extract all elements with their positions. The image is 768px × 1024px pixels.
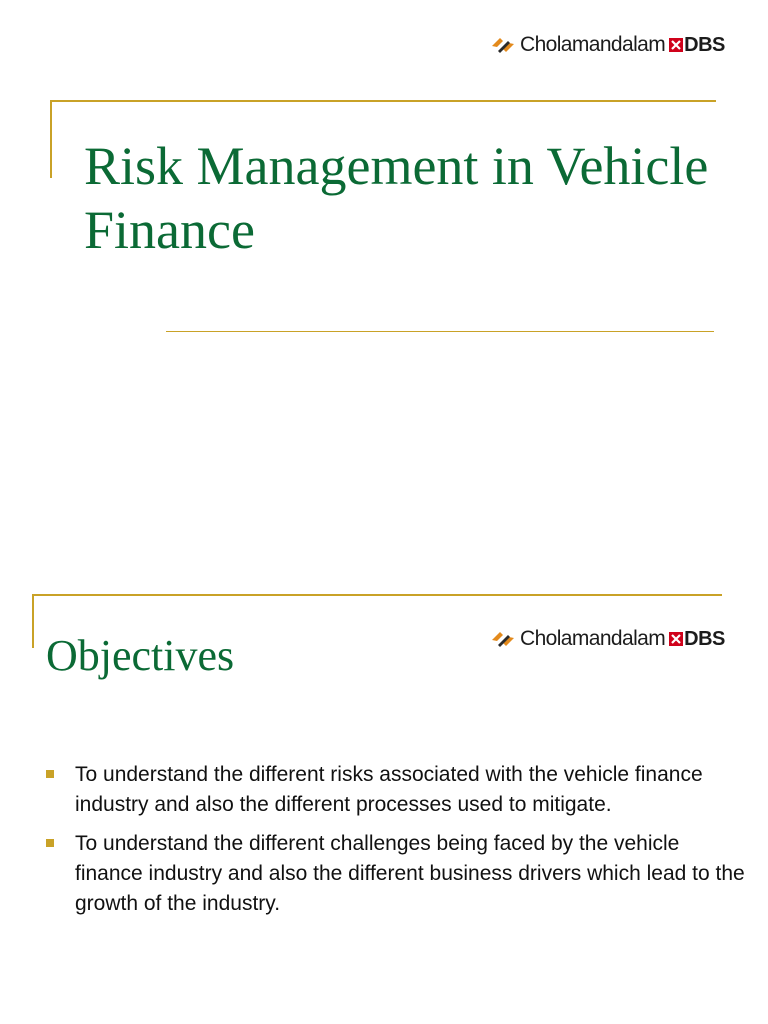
company-logo	[490, 626, 725, 652]
logo-partner-text: DBS	[684, 33, 725, 56]
left-rule	[50, 100, 52, 178]
dbs-logo-icon	[669, 38, 683, 52]
title-underline	[166, 331, 714, 332]
cholamandalam-logo-icon	[490, 626, 516, 652]
dbs-logo-icon	[669, 632, 683, 646]
objectives-list	[46, 760, 746, 928]
company-logo	[490, 32, 725, 58]
bullet-square-icon	[46, 770, 54, 778]
top-rule	[50, 100, 716, 102]
left-rule	[32, 594, 34, 648]
list-item	[46, 760, 746, 820]
top-rule	[32, 594, 722, 596]
bullet-text: To understand the different risks associated with the vehicle finance industry and also the different processes used to mitigate.	[75, 763, 703, 816]
logo-brand-text: Cholamandalam	[520, 627, 666, 650]
logo-brand-text: Cholamandalam	[520, 33, 666, 56]
cholamandalam-logo-icon	[490, 32, 516, 58]
bullet-square-icon	[46, 839, 54, 847]
list-item	[46, 829, 746, 919]
logo-partner-text: DBS	[684, 627, 725, 650]
objectives-heading: Objectives	[46, 631, 235, 680]
slide-title-text: Risk Management in Vehicle Finance	[84, 136, 709, 260]
bullet-text: To understand the different challenges being faced by the vehicle finance industry and also the different business drivers which lead to the growth of the industry.	[75, 832, 745, 915]
